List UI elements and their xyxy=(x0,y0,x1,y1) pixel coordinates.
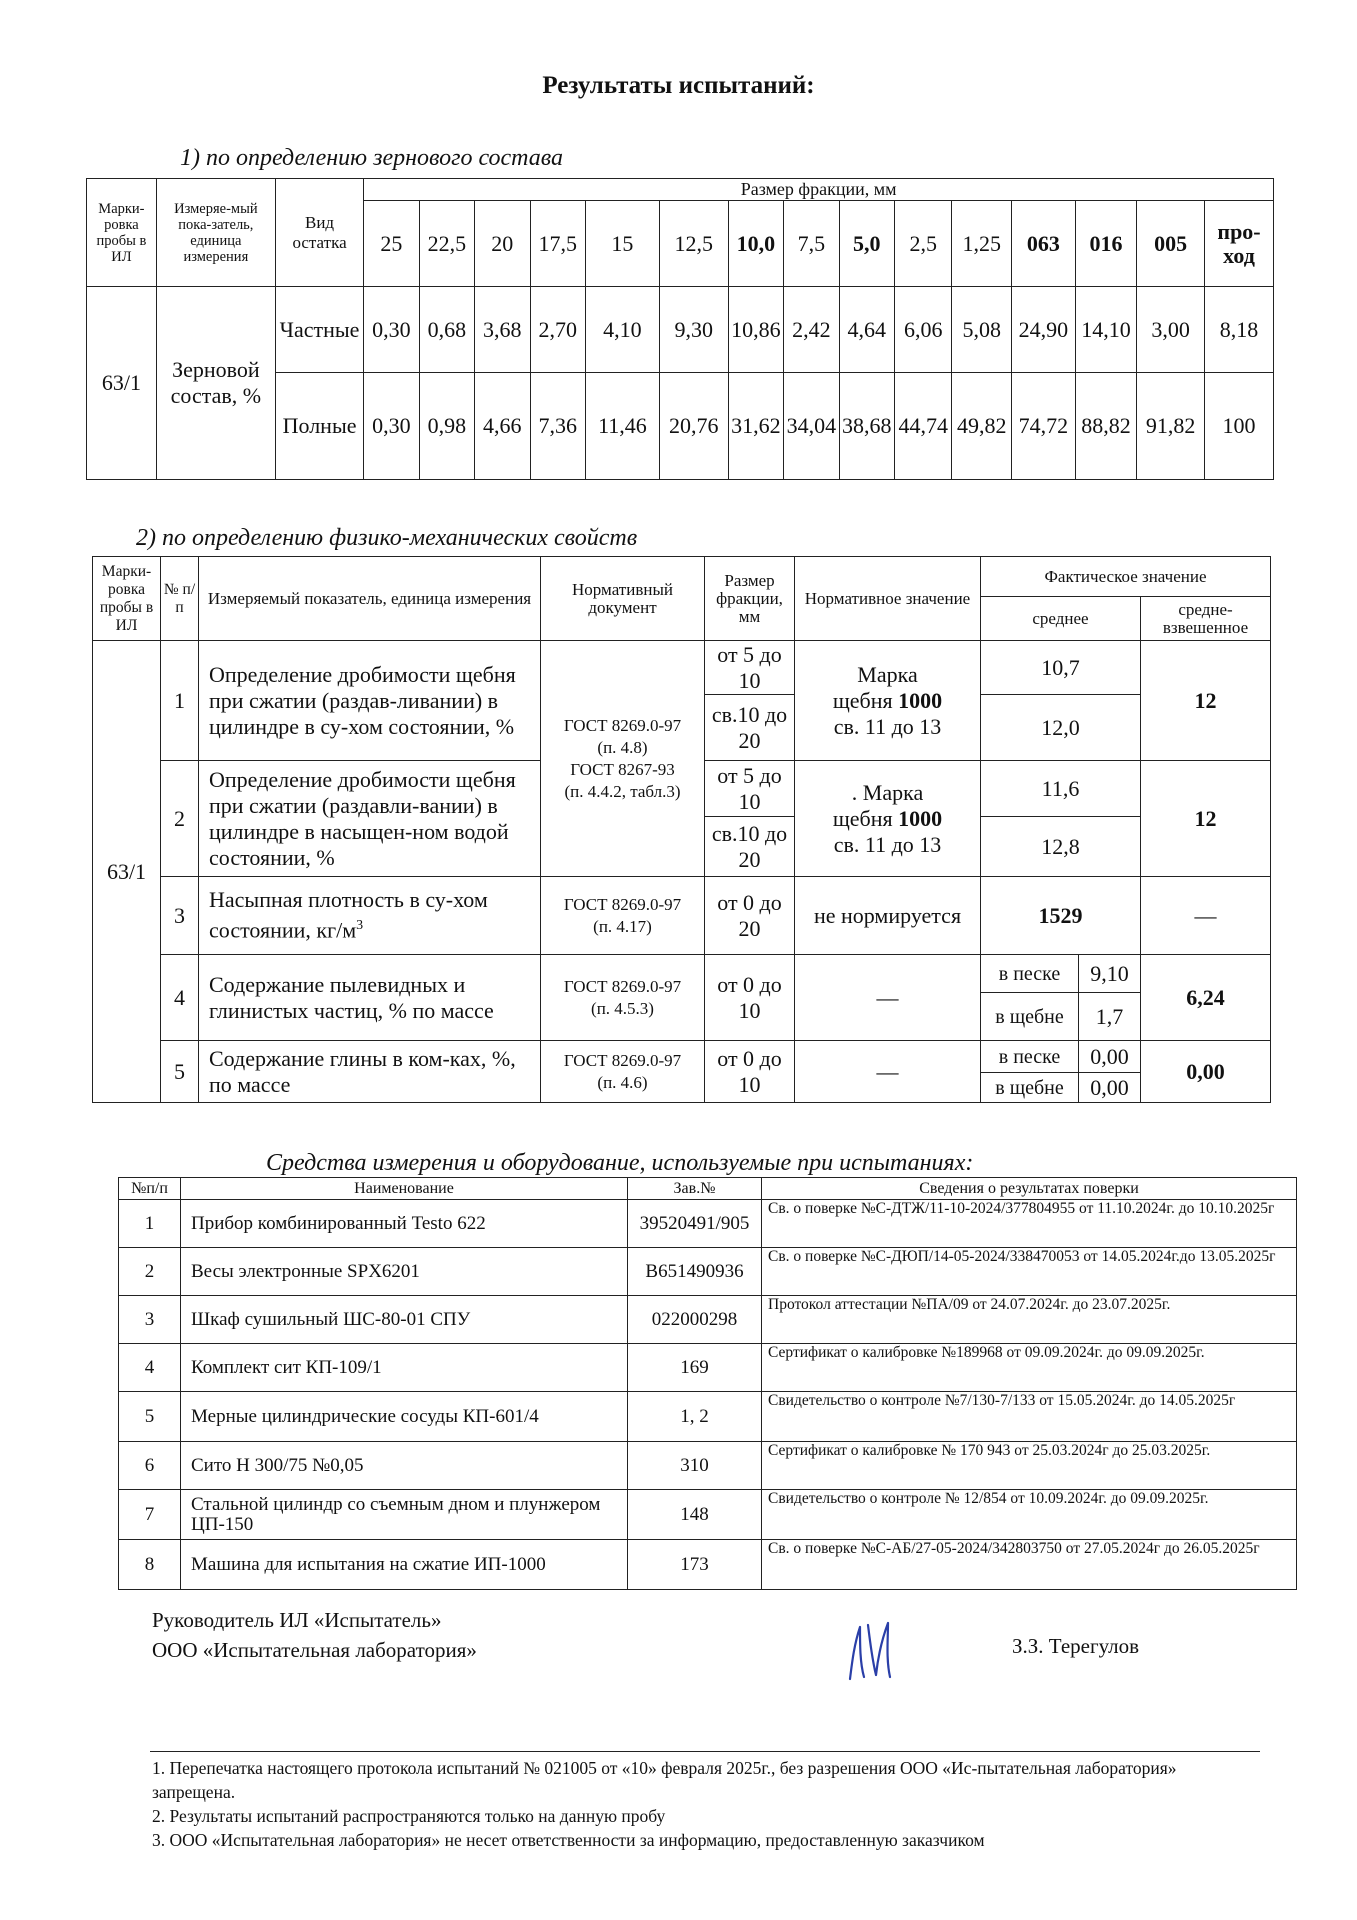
equipment-serial: 169 xyxy=(628,1344,762,1392)
r4-val-gravel: 1,7 xyxy=(1079,993,1141,1041)
grain-value: 9,30 xyxy=(659,287,728,373)
equipment-name: Весы электронные SPX6201 xyxy=(181,1248,628,1296)
grain-value: 4,66 xyxy=(475,373,530,480)
sign-organization: ООО «Испытательная лаборатория» xyxy=(152,1638,477,1662)
grain-value: 4,10 xyxy=(585,287,659,373)
grain-table xyxy=(86,178,1274,480)
fraction-size: 1,25 xyxy=(952,201,1012,287)
r5-num: 5 xyxy=(161,1041,199,1103)
head2-fact: Фактическое значение xyxy=(981,557,1271,597)
r5-label-gravel: в щебне xyxy=(981,1073,1079,1103)
kind-full: Полные xyxy=(275,373,363,480)
r3-text-main: Насыпная плотность в су-хом состоянии, кг/м xyxy=(209,887,488,943)
r2-wavg: 12 xyxy=(1141,761,1271,877)
grain-value: 88,82 xyxy=(1075,373,1137,480)
r1-norm xyxy=(795,641,981,761)
grain-value: 100 xyxy=(1205,373,1274,480)
r1-fr-b: св.10 до 20 xyxy=(705,695,795,761)
r1-fr-a: от 5 до 10 xyxy=(705,641,795,695)
r2-norm-b: щебня xyxy=(832,805,893,831)
equipment-num: 6 xyxy=(119,1442,181,1490)
equipment-row xyxy=(119,1248,1297,1296)
signer-name: З.З. Терегулов xyxy=(1012,1634,1140,1658)
fraction-size: 016 xyxy=(1075,201,1137,287)
grain-value: 11,46 xyxy=(585,373,659,480)
grain-value: 2,70 xyxy=(530,287,585,373)
fraction-size: 10,0 xyxy=(728,201,783,287)
equipment-name: Комплект сит КП-109/1 xyxy=(181,1344,628,1392)
fraction-size: про-ход xyxy=(1205,201,1274,287)
fraction-size: 22,5 xyxy=(419,201,474,287)
equipment-num: 8 xyxy=(119,1540,181,1590)
r1-avg-b: 12,0 xyxy=(981,695,1141,761)
head-mark: Марки-ровка пробы в ИЛ xyxy=(87,179,157,287)
head3-name: Наименование xyxy=(181,1178,628,1200)
kind-partial: Частные xyxy=(275,287,363,373)
r4-label-gravel: в щебне xyxy=(981,993,1079,1041)
fraction-size: 7,5 xyxy=(784,201,839,287)
section2-heading: 2) по определению физико-механических свойств xyxy=(136,525,638,551)
head2-indicator: Измеряемый показатель, единица измерения xyxy=(199,557,541,641)
grain-value: 34,04 xyxy=(784,373,839,480)
r4-norm: — xyxy=(795,955,981,1041)
r2-fr-a: от 5 до 10 xyxy=(705,761,795,817)
r4-doc-a: ГОСТ 8269.0-97 xyxy=(563,976,682,996)
grain-value: 6,06 xyxy=(894,287,952,373)
equipment-num: 7 xyxy=(119,1490,181,1540)
r5-val-gravel: 0,00 xyxy=(1079,1073,1141,1103)
head3-info: Сведения о результатах поверки xyxy=(762,1178,1297,1200)
note-3: 3. ООО «Испытательная лаборатория» не несет ответственности за информацию, предоставленную заказчиком xyxy=(152,1830,985,1850)
handwritten-signature xyxy=(838,1615,908,1685)
equipment-serial: 39520491/905 xyxy=(628,1200,762,1248)
r5-fr: от 0 до 10 xyxy=(705,1041,795,1103)
sign-position: Руководитель ИЛ «Испытатель» xyxy=(152,1608,442,1632)
equipment-serial: 173 xyxy=(628,1540,762,1590)
equipment-serial: 1, 2 xyxy=(628,1392,762,1442)
page-title: Результаты испытаний: xyxy=(542,72,815,99)
head3-serial: Зав.№ xyxy=(628,1178,762,1200)
grain-value: 3,68 xyxy=(475,287,530,373)
r1-wavg: 12 xyxy=(1141,641,1271,761)
grain-value: 0,30 xyxy=(364,287,419,373)
equipment-row xyxy=(119,1540,1297,1590)
grain-value: 0,68 xyxy=(419,287,474,373)
section3-heading: Средства измерения и оборудование, используемые при испытаниях: xyxy=(266,1150,974,1176)
signature-block xyxy=(152,1605,477,1665)
r4-doc-b: (п. 4.5.3) xyxy=(591,998,654,1018)
grain-indicator: Зерновой состав, % xyxy=(156,287,275,480)
equipment-num: 3 xyxy=(119,1296,181,1344)
equipment-info: Сертификат о калибровке № 170 943 от 25.03.2024г до 25.03.2025г. xyxy=(762,1442,1297,1490)
grain-value: 0,30 xyxy=(364,373,419,480)
r5-doc-b: (п. 4.6) xyxy=(597,1072,648,1092)
r4-num: 4 xyxy=(161,955,199,1041)
r1-norm-c: 1000 xyxy=(898,687,943,713)
sample-mark: 63/1 xyxy=(87,287,157,480)
head2-doc: Нормативный документ xyxy=(541,557,705,641)
r2-norm-c: 1000 xyxy=(898,805,943,831)
equipment-name: Машина для испытания на сжатие ИП-1000 xyxy=(181,1540,628,1590)
physmech-table xyxy=(92,556,1271,1103)
r2-avg-b: 12,8 xyxy=(981,817,1141,877)
equipment-row xyxy=(119,1296,1297,1344)
r5-norm: — xyxy=(795,1041,981,1103)
r5-doc-a: ГОСТ 8269.0-97 xyxy=(563,1050,682,1070)
note-2: 2. Результаты испытаний распространяются только на данную пробу xyxy=(152,1806,666,1826)
r3-doc xyxy=(541,877,705,955)
equipment-num: 2 xyxy=(119,1248,181,1296)
r4-val-sand: 9,10 xyxy=(1079,955,1141,993)
r1-norm-d: св. 11 до 13 xyxy=(833,713,942,739)
r2-norm-a: . Марка xyxy=(851,779,924,805)
equipment-name: Стальной цилиндр со съемным дном и плунжером ЦП-150 xyxy=(181,1490,628,1540)
equipment-info: Протокол аттестации №ПА/09 от 24.07.2024г. до 23.07.2025г. xyxy=(762,1296,1297,1344)
r2-text: Определение дробимости щебня при сжатии (раздавли-вании) в цилиндре в насыщен-ном водой состоянии, % xyxy=(199,761,541,877)
equipment-info: Св. о поверке №С-ДЮП/14-05-2024/338470053 от 14.05.2024г.до 13.05.2025г xyxy=(762,1248,1297,1296)
section1-heading: 1) по определению зернового состава xyxy=(180,145,564,171)
equipment-serial: B651490936 xyxy=(628,1248,762,1296)
fraction-size: 063 xyxy=(1012,201,1076,287)
grain-value: 2,42 xyxy=(784,287,839,373)
equipment-serial: 148 xyxy=(628,1490,762,1540)
equipment-num: 1 xyxy=(119,1200,181,1248)
equipment-name: Прибор комбинированный Testo 622 xyxy=(181,1200,628,1248)
equipment-num: 5 xyxy=(119,1392,181,1442)
equipment-table xyxy=(118,1177,1297,1590)
grain-value: 10,86 xyxy=(728,287,783,373)
grain-value: 14,10 xyxy=(1075,287,1137,373)
r3-wavg: — xyxy=(1141,877,1271,955)
grain-value: 49,82 xyxy=(952,373,1012,480)
r12-doc-b: (п. 4.8) xyxy=(597,737,648,757)
r3-num: 3 xyxy=(161,877,199,955)
r5-text: Содержание глины в ком-ках, %, по массе xyxy=(199,1041,541,1103)
grain-value: 44,74 xyxy=(894,373,952,480)
r5-doc xyxy=(541,1041,705,1103)
equipment-row xyxy=(119,1392,1297,1442)
r4-fr: от 0 до 10 xyxy=(705,955,795,1041)
equipment-info: Свидетельство о контроле №7/130-7/133 от 15.05.2024г. до 14.05.2025г xyxy=(762,1392,1297,1442)
r1-avg-a: 10,7 xyxy=(981,641,1141,695)
r1-num: 1 xyxy=(161,641,199,761)
notes-block xyxy=(152,1756,1257,1852)
r2-norm xyxy=(795,761,981,877)
equipment-name: Мерные цилиндрические сосуды КП-601/4 xyxy=(181,1392,628,1442)
grain-value: 4,64 xyxy=(839,287,894,373)
r5-label-sand: в песке xyxy=(981,1041,1079,1073)
fraction-size: 25 xyxy=(364,201,419,287)
grain-value: 31,62 xyxy=(728,373,783,480)
r2-fr-b: св.10 до 20 xyxy=(705,817,795,877)
equipment-serial: 022000298 xyxy=(628,1296,762,1344)
r1-norm-b: щебня xyxy=(832,687,893,713)
r5-val-sand: 0,00 xyxy=(1079,1041,1141,1073)
r12-doc xyxy=(541,641,705,877)
equipment-info: Св. о поверке №С-АБ/27-05-2024/342803750 от 27.05.2024г до 26.05.2025г xyxy=(762,1540,1297,1590)
r3-doc-b: (п. 4.17) xyxy=(593,916,652,936)
fraction-size: 5,0 xyxy=(839,201,894,287)
r3-fr: от 0 до 20 xyxy=(705,877,795,955)
r3-doc-a: ГОСТ 8269.0-97 xyxy=(563,894,682,914)
note-1: 1. Перепечатка настоящего протокола испытаний № 021005 от «10» февраля 2025г., без разрешения ООО «Ис-пытательная лаборатория» запрещена. xyxy=(152,1758,1177,1802)
head2-num: № п/п xyxy=(161,557,199,641)
equipment-num: 4 xyxy=(119,1344,181,1392)
equipment-info: Сертификат о калибровке №189968 от 09.09.2024г. до 09.09.2025г. xyxy=(762,1344,1297,1392)
r3-text xyxy=(199,877,541,955)
equipment-name: Шкаф сушильный ШС-80-01 СПУ xyxy=(181,1296,628,1344)
head-fraction: Размер фракции, мм xyxy=(364,179,1274,201)
grain-value: 5,08 xyxy=(952,287,1012,373)
r12-doc-a: ГОСТ 8269.0-97 xyxy=(563,715,682,735)
equipment-row xyxy=(119,1490,1297,1540)
r2-num: 2 xyxy=(161,761,199,877)
r12-doc-d: (п. 4.4.2, табл.3) xyxy=(564,781,681,801)
r5-wavg: 0,00 xyxy=(1141,1041,1271,1103)
r4-text: Содержание пылевидных и глинистых частиц, % по массе xyxy=(199,955,541,1041)
equipment-name: Сито Н 300/75 №0,05 xyxy=(181,1442,628,1490)
fraction-size: 15 xyxy=(585,201,659,287)
notes-divider xyxy=(150,1751,1260,1752)
r2-avg-a: 11,6 xyxy=(981,761,1141,817)
r4-wavg: 6,24 xyxy=(1141,955,1271,1041)
fraction-size: 17,5 xyxy=(530,201,585,287)
grain-value: 91,82 xyxy=(1137,373,1205,480)
head2-mark: Марки-ровка пробы в ИЛ xyxy=(93,557,161,641)
equipment-serial: 310 xyxy=(628,1442,762,1490)
grain-value: 7,36 xyxy=(530,373,585,480)
equipment-row xyxy=(119,1344,1297,1392)
equipment-row xyxy=(119,1442,1297,1490)
r3-avg: 1529 xyxy=(981,877,1141,955)
grain-value: 3,00 xyxy=(1137,287,1205,373)
head3-num: №п/п xyxy=(119,1178,181,1200)
fraction-size: 20 xyxy=(475,201,530,287)
grain-value: 8,18 xyxy=(1205,287,1274,373)
sample2-mark: 63/1 xyxy=(93,641,161,1103)
r1-norm-a: Марка xyxy=(857,661,918,687)
r2-norm-d: св. 11 до 13 xyxy=(833,831,942,857)
grain-value: 0,98 xyxy=(419,373,474,480)
head-kind: Вид остатка xyxy=(275,179,363,287)
fraction-size: 12,5 xyxy=(659,201,728,287)
equipment-row xyxy=(119,1200,1297,1248)
grain-value: 24,90 xyxy=(1012,287,1076,373)
head2-norm: Нормативное значение xyxy=(795,557,981,641)
r12-doc-c: ГОСТ 8267-93 xyxy=(570,759,675,779)
fraction-size: 2,5 xyxy=(894,201,952,287)
equipment-info: Св. о поверке №С-ДТЖ/11-10-2024/377804955 от 11.10.2024г. до 10.10.2025г xyxy=(762,1200,1297,1248)
fraction-size: 005 xyxy=(1137,201,1205,287)
r3-text-sup: 3 xyxy=(356,918,364,934)
equipment-info: Свидетельство о контроле № 12/854 от 10.09.2024г. до 09.09.2025г. xyxy=(762,1490,1297,1540)
head2-avg: среднее xyxy=(981,597,1141,641)
r3-norm: не нормируется xyxy=(795,877,981,955)
head2-fraction: Размер фракции, мм xyxy=(705,557,795,641)
head2-wavg: средне-взвешенное xyxy=(1141,597,1271,641)
grain-value: 20,76 xyxy=(659,373,728,480)
r4-label-sand: в песке xyxy=(981,955,1079,993)
grain-value: 74,72 xyxy=(1012,373,1076,480)
grain-value: 38,68 xyxy=(839,373,894,480)
head-indicator: Измеряе-мый пока-затель, единица измерения xyxy=(156,179,275,287)
r1-text: Определение дробимости щебня при сжатии (раздав-ливании) в цилиндре в су-хом состоянии, % xyxy=(199,641,541,761)
r4-doc xyxy=(541,955,705,1041)
